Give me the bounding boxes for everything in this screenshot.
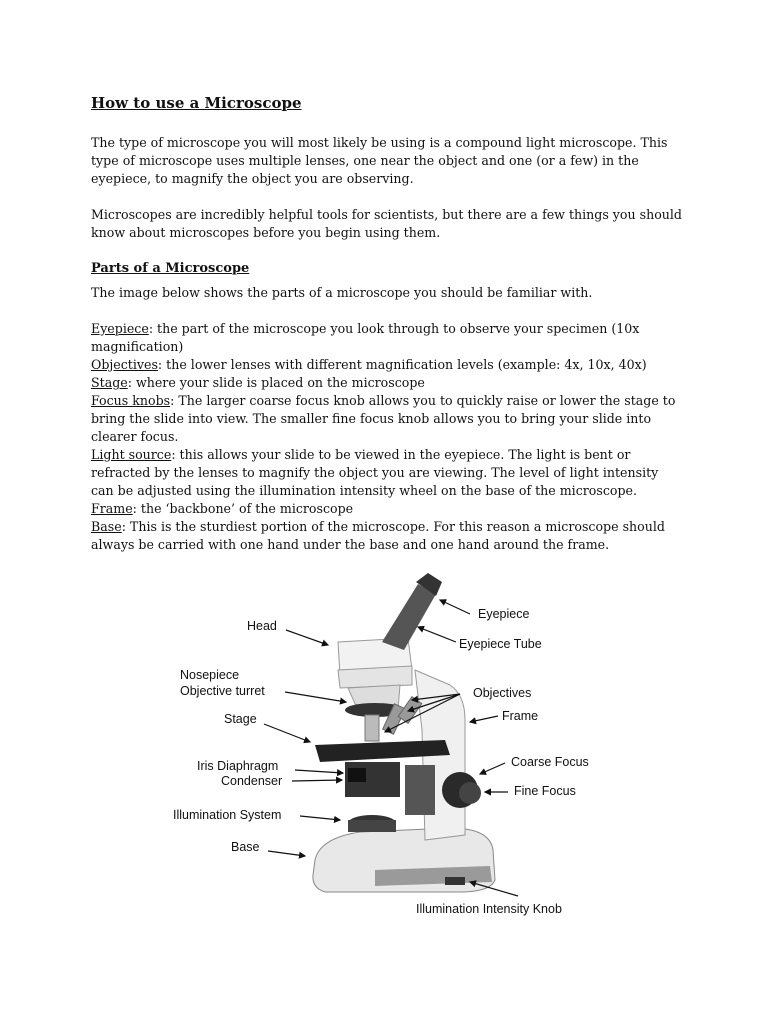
term: Stage xyxy=(91,375,128,390)
label-coarse-focus: Coarse Focus xyxy=(511,755,589,769)
definition-focus-knobs xyxy=(91,392,683,446)
label-condenser: Condenser xyxy=(221,774,283,788)
label-objectives: Objectives xyxy=(473,686,532,700)
definition-text: : the ‘backbone’ of the microscope xyxy=(132,501,354,516)
document-body xyxy=(91,92,683,554)
definition-text: : where your slide is placed on the microscope xyxy=(127,375,425,390)
label-fine-focus: Fine Focus xyxy=(514,784,576,798)
label-nosepiece: Nosepiece xyxy=(180,668,240,682)
definitions-list xyxy=(91,320,683,554)
term: Base xyxy=(91,519,122,534)
label-iris-diaphragm: Iris Diaphragm xyxy=(197,759,279,773)
label-base: Base xyxy=(231,840,260,854)
intro-paragraph: Microscopes are incredibly helpful tools for scientists, but there are a few things you should know about microscopes before you begin using them. xyxy=(91,207,682,240)
definition-text: : The larger coarse focus knob allows you to quickly raise or lower the stage to bring the slide into view. The smaller fine focus knob allows you to bring your slide into clearer focus. xyxy=(91,393,676,444)
term: Light source xyxy=(91,447,172,462)
definition-eyepiece xyxy=(91,320,683,356)
definition-frame xyxy=(91,500,683,518)
definition-text: : this allows your slide to be viewed in the eyepiece. The light is bent or refracted by the lenses to magnify the object you are viewing. The level of light intensity can be adjusted using the illumination intensity wheel on the base of the microscope. xyxy=(91,447,659,498)
definition-text: : This is the sturdiest portion of the microscope. For this reason a microscope should always be carried with one hand under the base and one hand around the frame. xyxy=(91,519,665,552)
page-title: How to use a Microscope xyxy=(91,94,302,112)
term: Focus knobs xyxy=(91,393,171,408)
term: Eyepiece xyxy=(91,321,149,336)
label-frame: Frame xyxy=(502,709,539,723)
definition-stage xyxy=(91,374,683,392)
microscope-illustration xyxy=(160,570,600,920)
definition-light-source xyxy=(91,446,683,500)
label-objective-turret: Objective turret xyxy=(180,684,265,698)
definition-objectives xyxy=(91,356,683,374)
section-heading: Parts of a Microscope xyxy=(91,261,250,276)
label-stage: Stage xyxy=(224,712,257,726)
label-head: Head xyxy=(247,619,277,633)
label-eyepiece: Eyepiece xyxy=(478,607,530,621)
definition-text: : the part of the microscope you look through to observe your specimen (10x magnification) xyxy=(91,321,640,354)
section-lead: The image below shows the parts of a microscope you should be familiar with. xyxy=(91,285,593,300)
label-illumination-system: Illumination System xyxy=(173,808,282,822)
label-eyepiece-tube: Eyepiece Tube xyxy=(459,637,542,651)
term: Objectives xyxy=(91,357,158,372)
term: Frame xyxy=(91,501,133,516)
label-illumination-intensity-knob: Illumination Intensity Knob xyxy=(416,902,562,916)
intro-paragraph: The type of microscope you will most likely be using is a compound light microscope. This type of microscope uses multiple lenses, one near the object and one (or a few) in the eyepiece, to magnify the object you are observing. xyxy=(91,135,668,186)
definition-text: : the lower lenses with different magnification levels (example: 4x, 10x, 40x) xyxy=(157,357,647,372)
definition-base xyxy=(91,518,683,554)
microscope-diagram xyxy=(160,570,600,920)
